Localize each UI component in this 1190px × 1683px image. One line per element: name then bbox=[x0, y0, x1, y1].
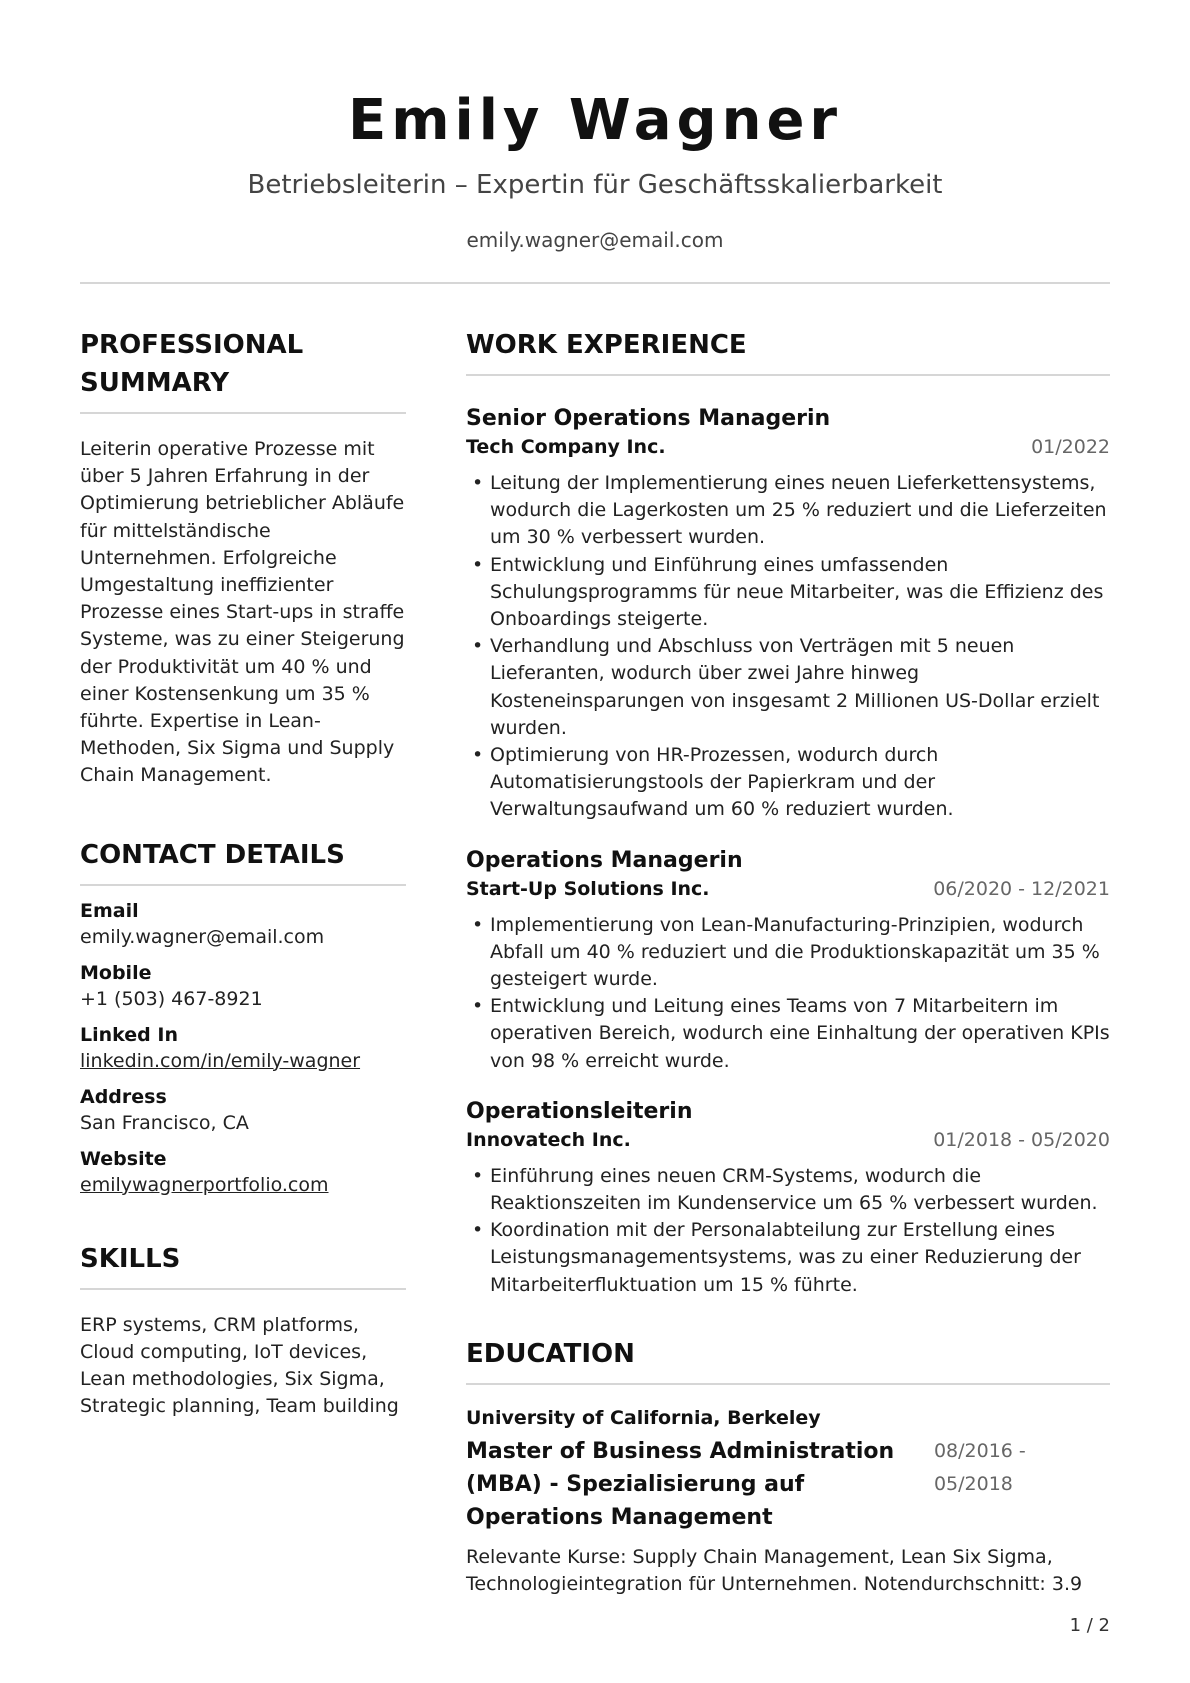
contact-heading: CONTACT DETAILS bbox=[80, 839, 345, 870]
bullet-item: • Optimierung von HR-Prozessen, wodurch durch Automatisierungstools der Papierkram und der Verwaltungsaufwand um 60 % reduziert wurden. bbox=[466, 742, 1110, 824]
header-divider bbox=[80, 282, 1110, 284]
job-date: 06/2020 - 12/2021 bbox=[933, 877, 1110, 900]
work-section bbox=[466, 326, 1110, 1299]
job-bullets bbox=[466, 1163, 1110, 1299]
job-date: 01/2022 bbox=[1031, 436, 1110, 458]
contact-list bbox=[80, 898, 406, 1198]
contact-section bbox=[80, 836, 406, 1198]
section-divider bbox=[466, 1383, 1110, 1385]
job-bullets bbox=[466, 470, 1110, 824]
job-title: Senior Operations Managerin bbox=[466, 406, 831, 431]
job-meta bbox=[466, 1127, 1110, 1153]
education-date: 08/2016 - 05/2018 bbox=[933, 1439, 1026, 1495]
education-description: Relevante Kurse: Supply Chain Management, Lean Six Sigma, Technologieintegration für Unternehmen. Notendurchschnitt: 3.9 bbox=[466, 1545, 1083, 1596]
contact-label-address: Address bbox=[80, 1085, 167, 1108]
bullet-item: • Verhandlung und Abschluss von Verträgen mit 5 neuen Lieferanten, wodurch über zwei Jahre hinweg Kosteneinsparungen von insgesamt 2 Millionen US-Dollar erzielt wurden. bbox=[466, 633, 1110, 742]
job-title: Operationsleiterin bbox=[466, 1098, 693, 1124]
left-column bbox=[80, 326, 406, 1420]
skills-section bbox=[80, 1240, 406, 1421]
section-divider bbox=[80, 412, 406, 414]
bullet-item: • Koordination mit der Personalabteilung zur Erstellung eines Leistungsmanagementsystems, was zu einer Reduzierung der Mitarbeiterfluktuation um 15 % führte. bbox=[466, 1217, 1110, 1299]
bullet-item: • Entwicklung und Einführung eines umfassenden Schulungsprogramms für neue Mitarbeiter, was die Effizienz des Onboardings steigerte. bbox=[466, 552, 1110, 634]
skills-text: ERP systems, CRM platforms, Cloud computing, IoT devices, Lean methodologies, Six Sigma, Strategic planning, Team building bbox=[80, 1313, 399, 1418]
contact-label-email: Email bbox=[80, 899, 139, 922]
header-email[interactable]: emily.wagner@email.com bbox=[466, 228, 724, 252]
education-heading: EDUCATION bbox=[466, 1338, 635, 1369]
bullet-item: • Entwicklung und Leitung eines Teams von 7 Mitarbeitern im operativen Bereich, wodurch eine Einhaltung der operativen KPIs von 98 % erreicht wurde. bbox=[466, 993, 1110, 1075]
job-meta bbox=[466, 434, 1110, 460]
education-school: University of California, Berkeley bbox=[466, 1406, 821, 1429]
bullet-item: • Einführung eines neuen CRM-Systems, wodurch die Reaktionszeiten im Kundenservice um 65 % verbessert wurden. bbox=[466, 1163, 1110, 1217]
contact-website-link[interactable]: emilywagnerportfolio.com bbox=[80, 1173, 329, 1196]
job-entry bbox=[466, 846, 1110, 1075]
summary-section bbox=[80, 326, 406, 790]
contact-label-linkedin: Linked In bbox=[80, 1023, 178, 1046]
summary-heading: PROFESSIONAL SUMMARY bbox=[80, 330, 304, 398]
job-company: Tech Company Inc. bbox=[466, 436, 666, 458]
candidate-name: Emily Wagner bbox=[347, 88, 843, 153]
page-number: 1 / 2 bbox=[1069, 1615, 1110, 1636]
contact-linkedin-link[interactable]: linkedin.com/in/emily-wagner bbox=[80, 1049, 361, 1072]
bullet-item: • Leitung der Implementierung eines neuen Lieferkettensystems, wodurch die Lagerkosten um 25 % reduziert und die Lieferzeiten um 30 % verbessert wurden. bbox=[466, 470, 1110, 552]
contact-label-mobile: Mobile bbox=[80, 961, 152, 984]
section-divider bbox=[80, 1288, 406, 1290]
job-company: Start-Up Solutions Inc. bbox=[466, 877, 710, 900]
contact-label-website: Website bbox=[80, 1147, 167, 1170]
job-entry bbox=[466, 404, 1110, 824]
candidate-title: Betriebsleiterin – Expertin für Geschäftsskalierbarkeit bbox=[247, 170, 943, 200]
section-divider bbox=[80, 884, 406, 886]
job-entry bbox=[466, 1097, 1110, 1299]
job-bullets bbox=[466, 912, 1110, 1075]
education-meta bbox=[466, 1435, 1110, 1534]
contact-email[interactable]: emily.wagner@email.com bbox=[80, 925, 325, 948]
bullet-item: • Implementierung von Lean-Manufacturing-Prinzipien, wodurch Abfall um 40 % reduziert und die Produktionskapazität um 35 % gesteigert wurde. bbox=[466, 912, 1110, 994]
job-date: 01/2018 - 05/2020 bbox=[933, 1128, 1110, 1151]
job-meta bbox=[466, 876, 1110, 902]
right-column bbox=[466, 326, 1110, 1598]
skills-heading: SKILLS bbox=[80, 1243, 181, 1274]
summary-text: Leiterin operative Prozesse mit über 5 Jahren Erfahrung in der Optimierung betrieblicher Abläufe für mittelständische Unternehmen. Erfolgreiche Umgestaltung ineffizienter Prozesse eines Start-ups in straffe Systeme, was zu einer Steigerung der Produktivität um 40 % und einer Kostensenkung um 35 % führte. Expertise in Lean-Methoden, Six Sigma und Supply Chain Management. bbox=[80, 438, 405, 787]
section-divider bbox=[466, 374, 1110, 376]
education-section bbox=[466, 1335, 1110, 1598]
work-heading: WORK EXPERIENCE bbox=[466, 330, 747, 360]
contact-mobile: +1 (503) 467-8921 bbox=[80, 987, 263, 1010]
education-degree: Master of Business Administration (MBA) - Spezialisierung auf Operations Management bbox=[466, 1438, 895, 1530]
job-title: Operations Managerin bbox=[466, 847, 743, 873]
job-company: Innovatech Inc. bbox=[466, 1128, 631, 1151]
contact-address: San Francisco, CA bbox=[80, 1111, 249, 1134]
